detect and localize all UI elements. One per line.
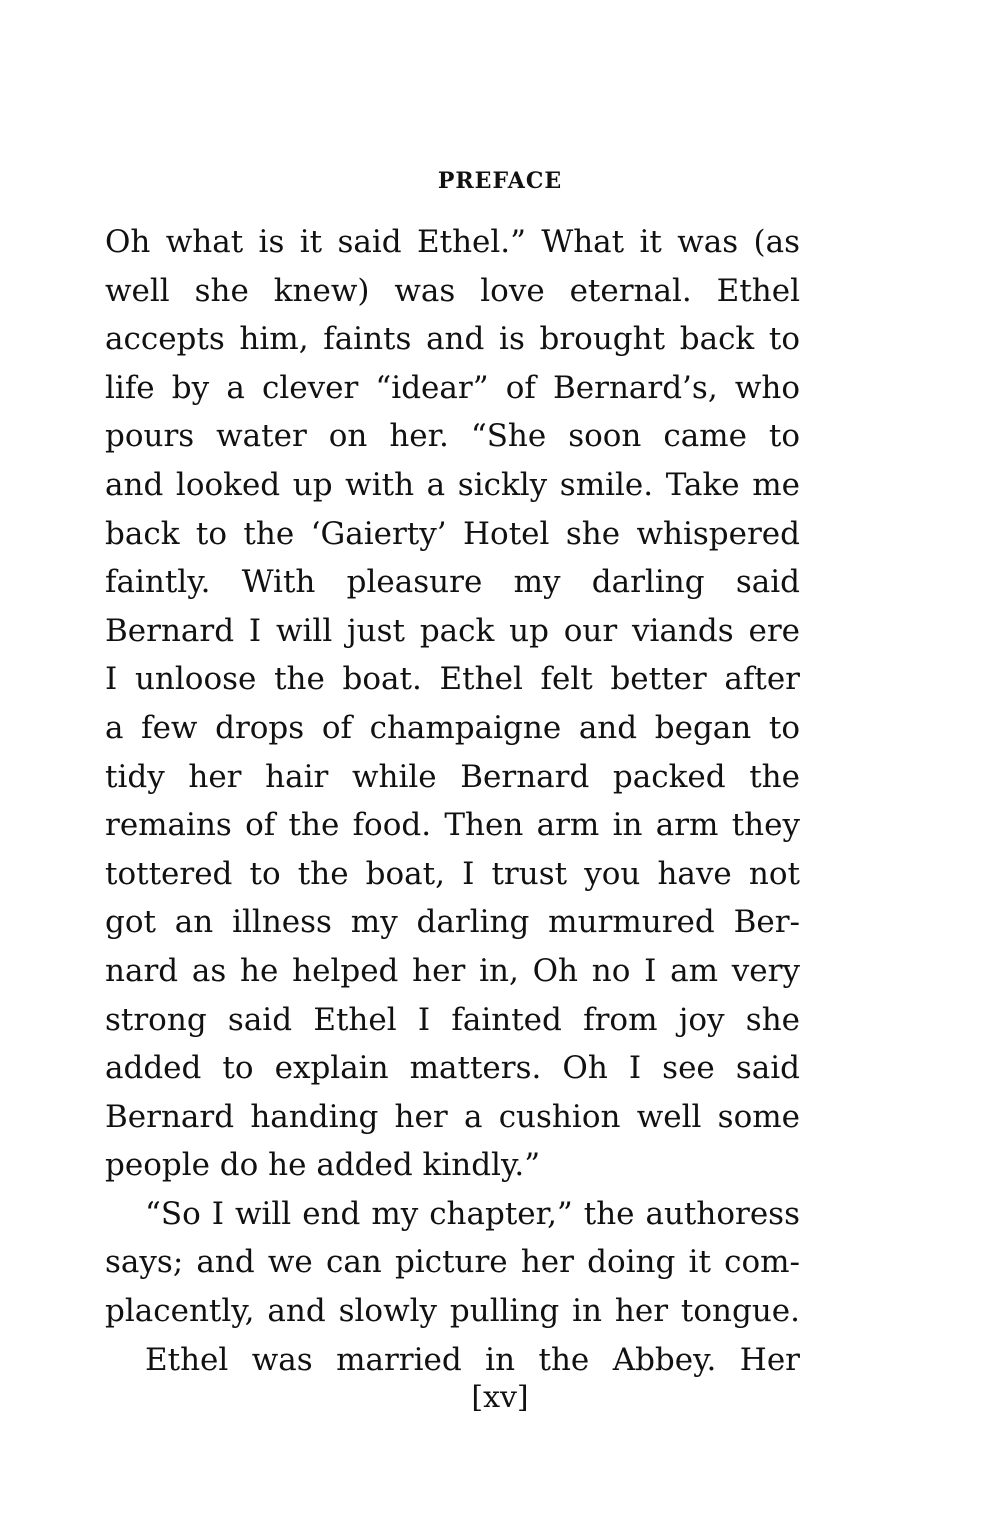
running-head: PREFACE <box>437 168 563 194</box>
text-line: Ethel was married in the Abbey. Her <box>145 1341 800 1378</box>
text-line: accepts him, faints and is brought back to <box>105 321 800 358</box>
text-line: and looked up with a sickly smile. Take me <box>105 466 800 503</box>
body-text <box>105 218 800 1384</box>
text-line: remains of the food. Then arm in arm they <box>105 807 800 844</box>
page-number: [xv] <box>471 1380 529 1415</box>
text-line: Oh what is it said Ethel.” What it was (as <box>105 224 800 260</box>
text-line: says; and we can picture her doing it com- <box>105 1244 800 1281</box>
text-line: added to explain matters. Oh I see said <box>105 1050 800 1087</box>
text-line: I unloose the boat. Ethel felt better after <box>105 661 800 698</box>
text-line: Bernard I will just pack up our viands ere <box>105 612 800 649</box>
text-line: a few drops of champaigne and began to <box>105 709 800 746</box>
text-line: strong said Ethel I fainted from joy she <box>105 1001 800 1038</box>
text-line: got an illness my darling murmured Ber- <box>105 904 800 941</box>
text-line: “So I will end my chapter,” the authoress <box>145 1195 800 1232</box>
text-line: tottered to the boat, I trust you have not <box>105 855 800 892</box>
text-line: placently, and slowly pulling in her tongue. <box>105 1293 800 1330</box>
text-line: Bernard handing her a cushion well some <box>105 1098 800 1135</box>
text-line: well she knew) was love eternal. Ethel <box>105 272 800 309</box>
text-line: people do he added kindly.” <box>105 1147 541 1184</box>
text-line: back to the ‘Gaierty’ Hotel she whispered <box>105 515 800 552</box>
text-line: tidy her hair while Bernard packed the <box>105 758 800 795</box>
text-line: nard as he helped her in, Oh no I am very <box>105 952 800 989</box>
text-line: faintly. With pleasure my darling said <box>105 564 800 601</box>
text-line: pours water on her. “She soon came to <box>105 418 800 455</box>
text-line: life by a clever “idear” of Bernard’s, who <box>105 369 800 406</box>
